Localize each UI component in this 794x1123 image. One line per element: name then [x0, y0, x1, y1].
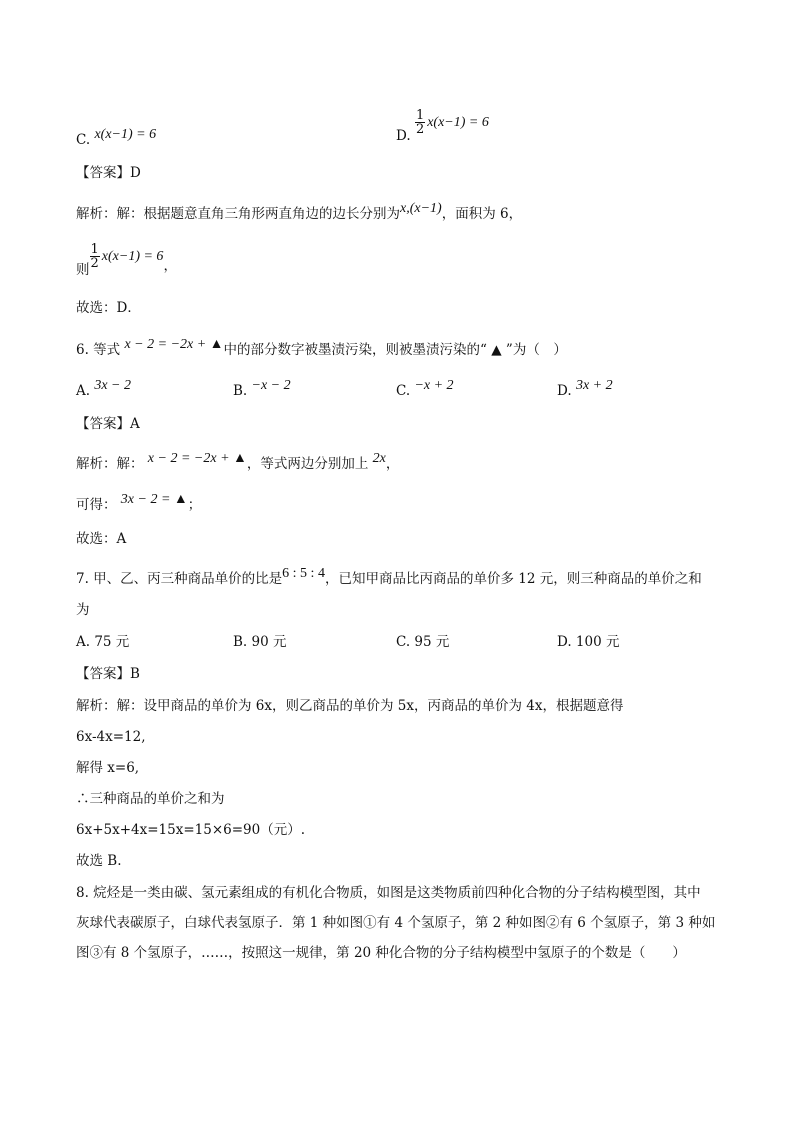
q7-stem-text-b: ，已知甲商品比丙商品的单价多 12 元，则三种商品的单价之和 — [324, 571, 702, 587]
q5-option-c-expr: x(x−1) = 6 — [94, 127, 157, 142]
q5-analysis-text-a: 解析：解：根据题意直角三角形两直角边的边长分别为 — [76, 206, 400, 222]
q7-stem-line-2: 为 — [76, 602, 90, 618]
q6-derive-text-b: ； — [187, 497, 202, 513]
q6-analysis-text-a: 解析：解： — [76, 456, 144, 472]
q6-analysis-math: x − 2 = −2x + ▲ — [147, 451, 247, 466]
q6-analysis — [76, 451, 400, 475]
q5-option-d-denominator: 2 — [415, 122, 425, 137]
q7-equation-2: 解得 x=6, — [76, 760, 140, 776]
q7-equation-1: 6x-4x=12, — [76, 729, 146, 745]
q6-option-d-label: D. — [557, 383, 572, 399]
q7-stem-text-a: 7. 甲、乙、丙三种商品单价的比是 — [76, 571, 283, 587]
q7-option-a: A. 75 元 — [76, 634, 130, 650]
q5-analysis-text-b: ，面积为 6， — [441, 206, 523, 222]
q5-analysis — [76, 201, 523, 225]
q5-then-fraction — [90, 243, 100, 270]
q6-derive — [76, 492, 202, 516]
q6-stem — [76, 337, 567, 361]
q6-option-a-label: A. — [76, 383, 91, 399]
q5-answer: 【答案】D — [76, 165, 141, 181]
q5-option-d-fraction — [415, 109, 425, 136]
q6-stem-text-a: 6. 等式 — [76, 342, 121, 358]
q6-option-b — [233, 378, 291, 402]
q7-equation-4: 6x+5x+4x=15x=15×6=90（元）. — [76, 822, 306, 838]
q7-stem-math: 6 : 5 : 4 — [282, 566, 325, 581]
q6-derive-math: 3x − 2 = ▲ — [120, 492, 188, 507]
q6-option-d-expr: 3x + 2 — [575, 378, 613, 393]
q6-stem-math: x − 2 = −2x + ▲ — [124, 337, 224, 352]
q7-option-c: C. 95 元 — [396, 634, 450, 650]
q7-answer: 【答案】B — [76, 666, 140, 682]
q6-derive-text-a: 可得： — [76, 497, 117, 513]
q6-option-c — [396, 378, 454, 402]
q5-analysis-math: x,(x−1) — [400, 201, 442, 216]
q5-option-d-label: D. — [396, 128, 411, 144]
q5-choose: 故选：D． — [76, 300, 141, 316]
q5-then-denominator: 2 — [90, 256, 99, 271]
q5-then-label: 则 — [76, 262, 90, 278]
q6-option-c-label: C. — [396, 383, 411, 399]
q5-then-numerator: 1 — [90, 242, 99, 257]
q6-analysis-text-b: ，等式两边分别加上 — [246, 456, 369, 472]
q6-choose: 故选：A — [76, 531, 127, 547]
q6-analysis-text-c: ， — [385, 456, 400, 472]
q6-analysis-math-2: 2x — [372, 451, 386, 466]
q6-option-b-expr: −x − 2 — [251, 378, 291, 393]
q6-option-d — [557, 378, 613, 402]
q8-line-1: 8. 烷烃是一类由碳、氢元素组成的有机化合物质，如图是这类物质前四种化合物的分子结构模型图，其中 — [76, 885, 701, 901]
q6-option-a-expr: 3x − 2 — [94, 378, 132, 393]
q6-option-a — [76, 378, 132, 402]
q8-line-3: 图③有 8 个氢原子，……，按照这一规律，第 20 种化合物的分子结构模型中氢原子的个数是（ ） — [76, 945, 686, 961]
q5-option-d-numerator: 1 — [415, 108, 425, 123]
q7-stem — [76, 566, 702, 590]
q6-stem-text-b: 中的部分数字被墨渍污染，则被墨渍污染的“ ▲ ”为（ ） — [223, 342, 567, 358]
q6-answer: 【答案】A — [76, 416, 140, 432]
q5-option-c-label: C. — [76, 132, 91, 148]
q5-then-end: ， — [163, 258, 177, 274]
q7-analysis: 解析：解：设甲商品的单价为 6x，则乙商品的单价为 5x，丙商品的单价为 4x，根据题意得 — [76, 698, 624, 714]
q7-equation-3: ∴三种商品的单价之和为 — [76, 791, 225, 807]
q6-option-c-expr: −x + 2 — [414, 378, 454, 393]
q6-option-b-label: B. — [233, 383, 248, 399]
q7-option-d: D. 100 元 — [557, 634, 620, 650]
q7-option-b: B. 90 元 — [233, 634, 287, 650]
q5-then-line — [76, 242, 177, 278]
q5-option-c — [76, 127, 157, 151]
q5-option-d-expr: x(x−1) = 6 — [427, 115, 489, 130]
q7-choose: 故选 B. — [76, 853, 122, 869]
q5-option-d — [396, 108, 489, 144]
q8-line-2: 灰球代表碳原子，白球代表氢原子．第 1 种如图①有 4 个氢原子，第 2 种如图②有 6 个氢原子，第 3 种如 — [76, 915, 716, 931]
q5-then-expr: x(x−1) = 6 — [101, 249, 164, 264]
